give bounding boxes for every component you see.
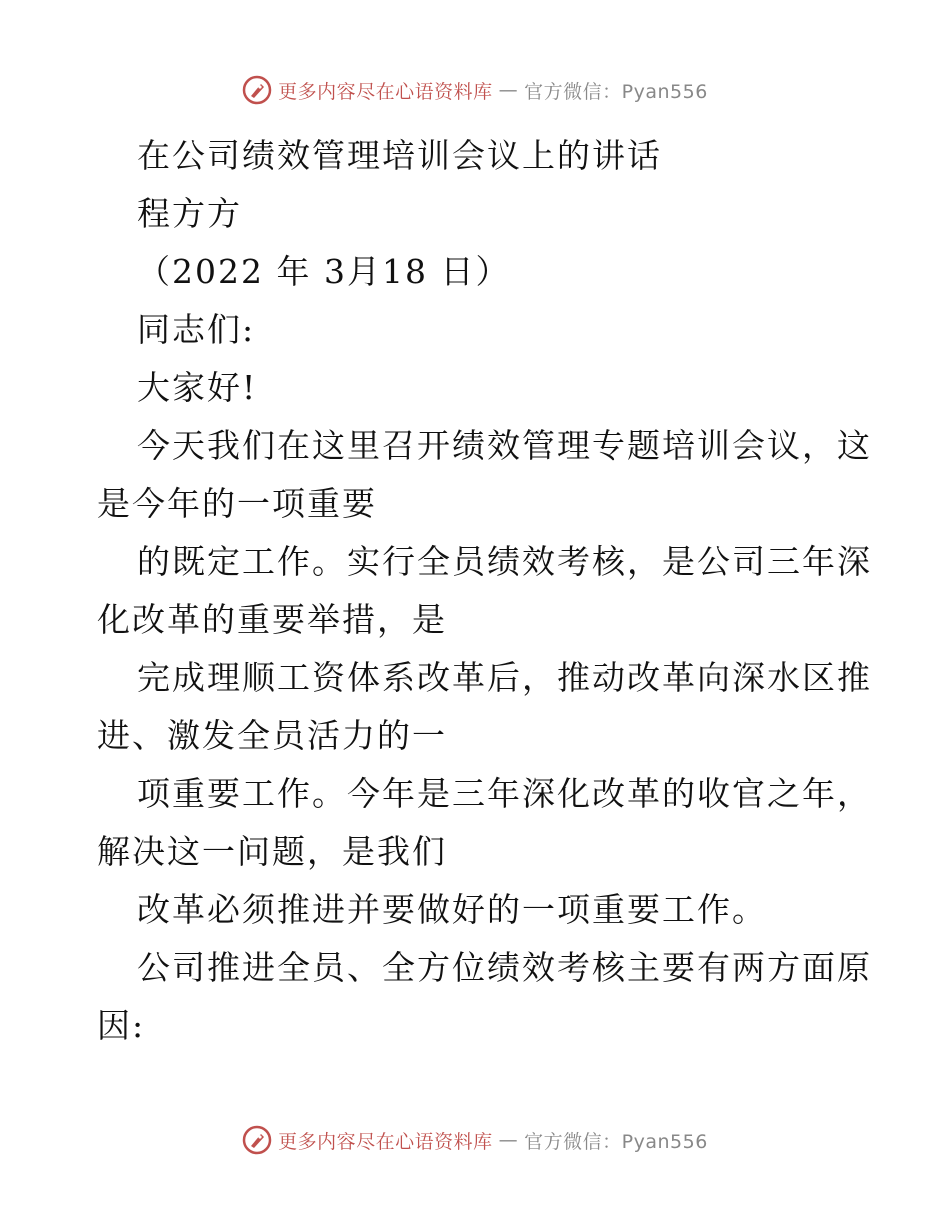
footer-watermark [0,1120,950,1160]
text-line: 的既定工作。实行全员绩效考核，是公司三年深 [137,542,872,581]
watermark-separator: — [498,79,519,101]
watermark-suffix: 官方微信：Pyan556 [524,80,708,103]
text-line: 因: [97,1006,146,1045]
text-line: （2022 年 3月18 日） [137,252,511,291]
text-line: 程方方 [137,194,242,233]
text-line: 今天我们在这里召开绩效管理专题培训会议，这 [137,426,872,465]
text-line: 项重要工作。今年是三年深化改革的收官之年， [137,774,872,813]
text-line: 解决这一问题，是我们 [97,832,447,871]
text-line: 在公司绩效管理培训会议上的讲话 [137,136,662,175]
header-watermark [0,70,950,110]
text-line: 进、激发全员活力的一 [97,716,447,755]
text-line: 完成理顺工资体系改革后，推动改革向深水区推 [137,658,872,697]
text-line: 改革必须推进并要做好的一项重要工作。 [137,890,767,929]
watermark-brand: 更多内容尽在心语资料库 [278,80,493,103]
text-line: 同志们: [137,310,256,349]
watermark-separator: — [498,1129,519,1151]
text-line: 公司推进全员、全方位绩效考核主要有两方面原 [137,948,872,987]
pen-nib-logo-icon [242,1125,272,1155]
text-line: 是今年的一项重要 [97,484,377,523]
document-body [97,127,872,1055]
text-line: 大家好! [137,368,258,407]
text-line: 化改革的重要举措，是 [97,600,447,639]
pen-nib-logo-icon [242,75,272,105]
watermark-suffix: 官方微信：Pyan556 [524,1130,708,1153]
watermark-brand: 更多内容尽在心语资料库 [278,1130,493,1153]
